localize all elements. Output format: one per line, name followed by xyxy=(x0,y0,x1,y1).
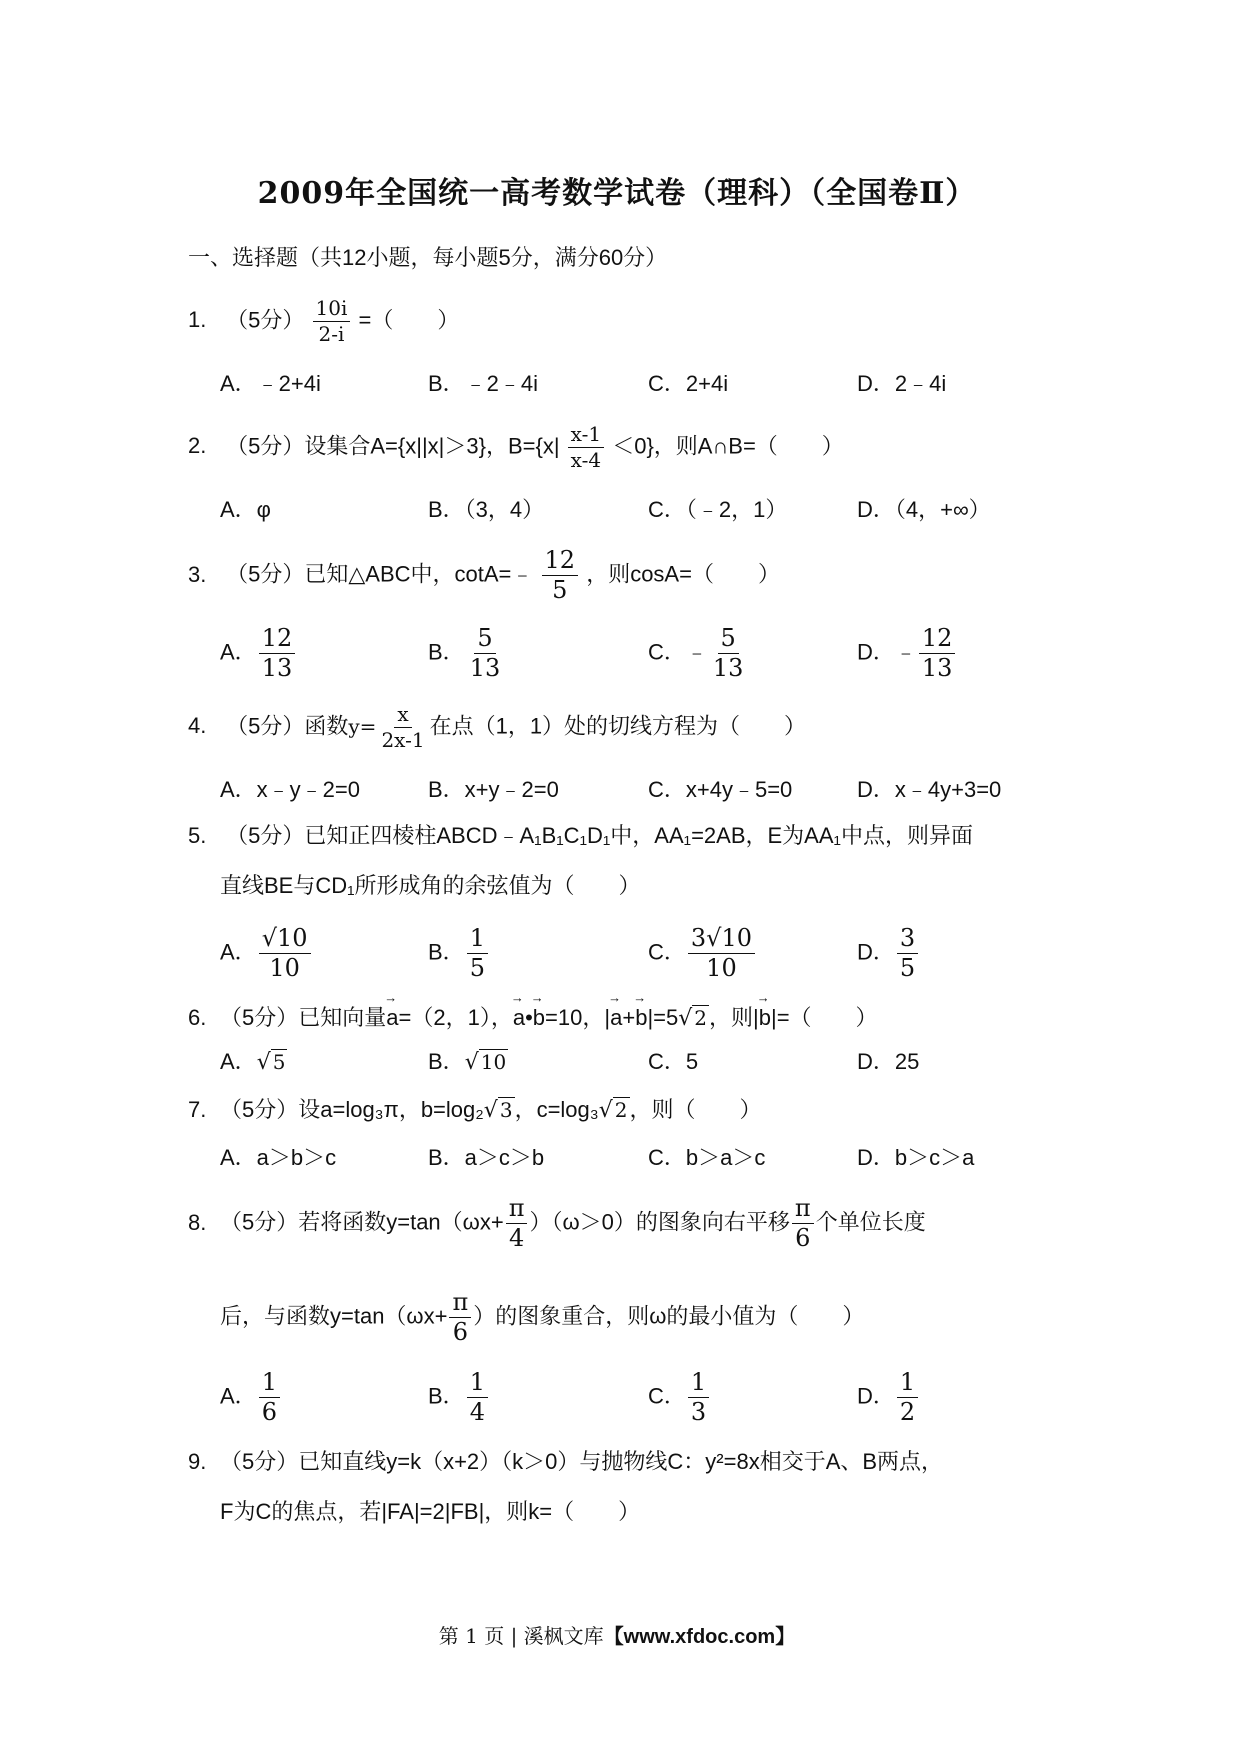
radical-sign-icon: √ xyxy=(678,1006,693,1031)
option-label: A． xyxy=(220,939,257,965)
radicand: 2 xyxy=(694,1006,708,1030)
option-d xyxy=(857,1370,920,1425)
fraction xyxy=(259,626,296,681)
dot-operator: • xyxy=(525,1005,533,1030)
option-d: D．25 xyxy=(857,1049,920,1074)
option-label: B． xyxy=(428,639,465,665)
question-5 xyxy=(188,822,973,851)
option-c xyxy=(648,626,748,681)
fraction xyxy=(506,1196,528,1251)
option-label: D． xyxy=(857,1383,895,1409)
option-label: C． xyxy=(648,1383,686,1409)
footer-site-link[interactable]: 【www.xfdoc.com】 xyxy=(603,1626,796,1648)
fraction-numerator: 5 xyxy=(718,626,739,654)
fraction xyxy=(792,1196,814,1251)
fraction xyxy=(897,1370,918,1425)
option-c: C．5 xyxy=(648,1049,699,1074)
fraction-denominator: 3 xyxy=(690,1398,707,1427)
footer-page-label: 第 1 页 | 溪枫文库 xyxy=(438,1624,604,1648)
option-b xyxy=(428,926,490,981)
option-d: D．b＞c＞a xyxy=(857,1145,975,1170)
fraction xyxy=(919,626,956,681)
radicand: 3 xyxy=(499,1098,513,1122)
fraction-numerator: π xyxy=(449,1290,471,1318)
option-a xyxy=(220,1048,287,1078)
question-number: 2. xyxy=(188,433,207,459)
fraction xyxy=(897,926,918,981)
option-c: C．2+4i xyxy=(648,371,729,396)
option-a: A．a＞b＞c xyxy=(220,1145,337,1170)
fraction-denominator: 2-i xyxy=(318,322,345,346)
fraction-numerator: π xyxy=(506,1196,528,1224)
option-b: B．（3，4） xyxy=(428,497,545,522)
fraction-denominator: 6 xyxy=(452,1318,468,1347)
question-number: 6. xyxy=(188,1005,207,1030)
square-root xyxy=(484,1097,515,1126)
vector-b: → b xyxy=(759,1004,771,1033)
fraction xyxy=(259,1370,280,1425)
question-stem: （5分）已知△ABC中，cotA=﹣ xyxy=(226,561,534,587)
question-1 xyxy=(188,298,459,345)
fraction-denominator: 4 xyxy=(469,1398,485,1427)
square-root xyxy=(678,1005,709,1034)
fraction-numerator: x-1 xyxy=(568,424,604,448)
option-b xyxy=(428,626,505,681)
option-d: D．2﹣4i xyxy=(857,371,947,396)
option-label: B． xyxy=(428,1383,465,1409)
question-stem: （5分）若将函数y=tan（ωx+ xyxy=(220,1209,504,1235)
text-segment: ，c=log₃ xyxy=(514,1097,599,1122)
radical-sign-icon: √ xyxy=(483,1098,498,1123)
question-points: （5分） xyxy=(226,307,305,333)
question-stem: （5分）函数 xyxy=(226,713,349,739)
fraction-numerator: √10 xyxy=(259,926,311,954)
function-name: y= xyxy=(348,714,377,739)
option-d xyxy=(857,626,957,681)
option-a xyxy=(220,626,297,681)
fraction-denominator: 5 xyxy=(469,954,485,983)
question-number: 8. xyxy=(188,1209,207,1235)
vector-a: → a xyxy=(513,1004,525,1033)
fraction xyxy=(378,704,427,751)
option-b xyxy=(428,1048,508,1078)
fraction-denominator: 10 xyxy=(706,954,737,983)
fraction xyxy=(542,548,579,603)
fraction-denominator: 13 xyxy=(261,654,293,683)
text-segment: =10，| xyxy=(545,1005,611,1030)
option-sign: ﹣ xyxy=(685,639,708,665)
fraction-numerator: 10i xyxy=(313,298,351,322)
fraction-denominator: 13 xyxy=(469,654,501,683)
option-a xyxy=(220,1370,282,1425)
option-c: C．（﹣2，1） xyxy=(648,497,788,522)
page-footer xyxy=(0,1620,1234,1649)
fraction xyxy=(313,298,351,345)
fraction-numerator: x xyxy=(394,704,411,728)
fraction-denominator: 13 xyxy=(921,654,953,683)
square-root xyxy=(599,1097,630,1126)
option-label: A． xyxy=(220,1049,257,1074)
fraction-denominator: 6 xyxy=(795,1224,811,1253)
question-tail: ，则cosA=（ ） xyxy=(586,561,780,587)
question-4 xyxy=(188,704,806,751)
option-label: D． xyxy=(857,939,895,965)
option-label: A． xyxy=(220,639,257,665)
option-c: C．x+4y﹣5=0 xyxy=(648,777,793,802)
option-c xyxy=(648,926,757,981)
fraction-denominator: 2 xyxy=(899,1398,916,1427)
option-c xyxy=(648,1370,711,1425)
question-tail: 个单位长度 xyxy=(815,1209,926,1235)
question-2 xyxy=(188,424,844,471)
radicand: 5 xyxy=(272,1050,286,1074)
radical-sign-icon: √ xyxy=(464,1050,479,1075)
option-label: B． xyxy=(428,1049,465,1074)
question-stem: （5分）已知直线y=k（x+2）（k＞0）与抛物线C：y²=8x相交于A、B两点， xyxy=(220,1449,944,1474)
option-b: B．﹣2﹣4i xyxy=(428,371,539,396)
fraction xyxy=(259,926,311,981)
fraction-numerator: 3 xyxy=(897,926,918,954)
option-a: A．﹣2+4i xyxy=(220,371,321,396)
fraction-denominator: 4 xyxy=(508,1224,525,1253)
fraction-denominator: 13 xyxy=(712,654,744,683)
fraction-denominator: 5 xyxy=(552,576,568,605)
option-b xyxy=(428,1370,490,1425)
page-title: 2009年全国统一高考数学试卷（理科）（全国卷Ⅱ） xyxy=(257,176,977,211)
question-number: 3. xyxy=(188,561,207,587)
option-label: C． xyxy=(648,639,686,665)
fraction-denominator: 2x-1 xyxy=(381,728,425,752)
fraction xyxy=(688,926,755,981)
vector-b: → b xyxy=(635,1004,647,1033)
section-heading: 一、选择题（共12小题，每小题5分，满分60分） xyxy=(188,245,668,270)
option-sign: ﹣ xyxy=(894,639,917,665)
question-stem: （5分）已知向量 xyxy=(220,1005,387,1030)
square-root xyxy=(257,1049,288,1078)
text-segment: ）（ω＞0）的图象向右平移 xyxy=(529,1209,790,1235)
fraction xyxy=(710,626,747,681)
option-label: B． xyxy=(428,939,465,965)
question-tail: ，则（ ） xyxy=(629,1097,762,1122)
question-9 xyxy=(188,1448,943,1477)
fraction-numerator: 1 xyxy=(467,926,488,954)
text-segment: |=5 xyxy=(647,1005,679,1030)
question-number: 5. xyxy=(188,823,207,848)
text-segment: ，则| xyxy=(709,1005,759,1030)
radicand: 10 xyxy=(480,1050,507,1074)
question-8 xyxy=(188,1196,926,1251)
radical-sign-icon: √ xyxy=(256,1050,271,1075)
option-a: A．φ xyxy=(220,497,271,522)
question-tail: |=（ ） xyxy=(770,1005,878,1030)
question-tail: ＜0}，则A∩B=（ ） xyxy=(612,433,844,459)
option-a: A．x﹣y﹣2=0 xyxy=(220,777,360,802)
fraction xyxy=(449,1290,471,1345)
option-d: D．x﹣4y+3=0 xyxy=(857,777,1002,802)
fraction-numerator: 12 xyxy=(259,626,296,654)
text-segment: 后，与函数y=tan（ωx+ xyxy=(220,1303,448,1329)
question-number: 1. xyxy=(188,307,207,333)
question-tail: 在点（1，1）处的切线方程为（ ） xyxy=(429,713,807,739)
plus-operator: + xyxy=(622,1005,636,1030)
question-7 xyxy=(188,1096,762,1126)
question-number: 4. xyxy=(188,713,207,739)
fraction-numerator: 5 xyxy=(474,626,495,654)
vector-a: → a xyxy=(386,1004,398,1033)
option-d: D．（4，+∞） xyxy=(857,497,991,522)
option-label: A． xyxy=(220,1383,257,1409)
option-b: B．x+y﹣2=0 xyxy=(428,777,559,802)
question-number: 9. xyxy=(188,1449,207,1474)
fraction-numerator: 3√10 xyxy=(688,926,755,954)
radicand: 2 xyxy=(614,1098,628,1122)
question-9-continued: F为C的焦点，若|FA|=2|FB|，则k=（ ） xyxy=(220,1499,641,1524)
fraction-numerator: 1 xyxy=(897,1370,918,1398)
fraction-numerator: 1 xyxy=(688,1370,709,1398)
question-6 xyxy=(188,1004,878,1034)
fraction xyxy=(688,1370,709,1425)
fraction-denominator: 10 xyxy=(269,954,300,983)
question-stem: （5分）设a=log₃π，b=log₂ xyxy=(220,1097,484,1122)
fraction xyxy=(568,424,604,471)
fraction-numerator: 1 xyxy=(467,1370,488,1398)
vector-b: → b xyxy=(533,1004,545,1033)
option-b: B．a＞c＞b xyxy=(428,1145,545,1170)
question-stem: （5分）已知正四棱柱ABCD﹣A₁B₁C₁D₁中，AA₁=2AB，E为AA₁中点，则异面 xyxy=(226,823,973,848)
question-5-continued: 直线BE与CD₁所形成角的余弦值为（ ） xyxy=(220,873,641,898)
text-segment: =（2，1）， xyxy=(398,1005,513,1030)
radical-sign-icon: √ xyxy=(598,1098,613,1123)
question-3 xyxy=(188,548,780,603)
fraction-numerator: 12 xyxy=(542,548,579,576)
option-d xyxy=(857,926,920,981)
option-c: C．b＞a＞c xyxy=(648,1145,766,1170)
question-tail: =（ ） xyxy=(358,307,460,333)
fraction-denominator: 5 xyxy=(899,954,916,983)
question-number: 7. xyxy=(188,1097,207,1122)
fraction xyxy=(467,626,504,681)
option-label: C． xyxy=(648,939,686,965)
fraction xyxy=(467,1370,488,1425)
fraction-denominator: 6 xyxy=(261,1398,277,1427)
question-tail: ）的图象重合，则ω的最小值为（ ） xyxy=(473,1303,865,1329)
option-a xyxy=(220,926,313,981)
fraction-denominator: x-4 xyxy=(570,448,602,472)
question-8-continued xyxy=(220,1290,864,1345)
fraction-numerator: 12 xyxy=(919,626,956,654)
square-root xyxy=(465,1049,508,1078)
fraction-numerator: π xyxy=(792,1196,814,1224)
fraction xyxy=(467,926,488,981)
option-label: D． xyxy=(857,639,895,665)
vector-a: → a xyxy=(610,1004,622,1033)
question-stem: （5分）设集合A={x||x|＞3}，B={x| xyxy=(226,433,560,459)
fraction-numerator: 1 xyxy=(259,1370,280,1398)
